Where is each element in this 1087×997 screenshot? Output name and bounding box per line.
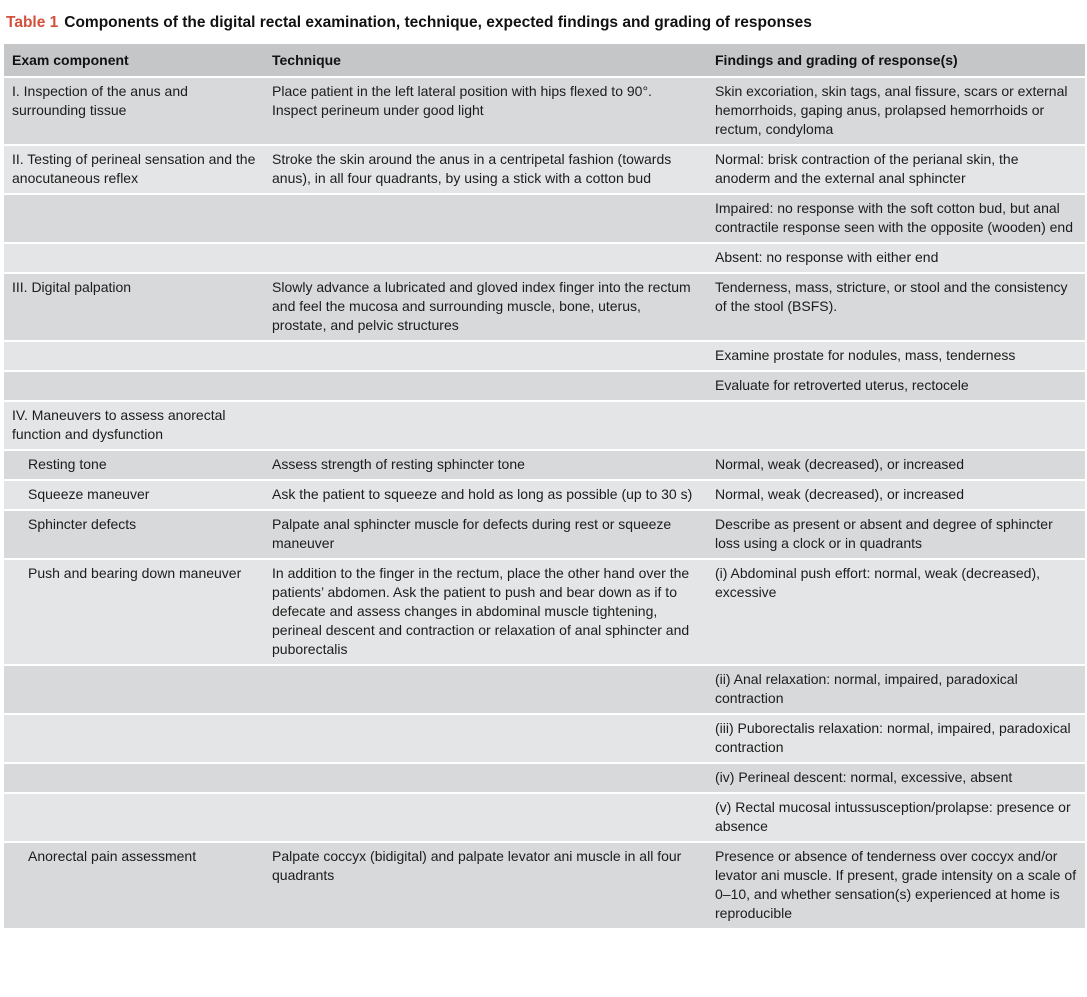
cell-technique: Stroke the skin around the anus in a centripetal fashion (towards anus), in all four quadrants, by using a stick with a cotton bud — [264, 146, 707, 193]
cell-technique: Palpate coccyx (bidigital) and palpate levator ani muscle in all four quadrants — [264, 843, 707, 928]
cell-findings: Examine prostate for nodules, mass, tenderness — [707, 342, 1085, 370]
table-row — [4, 195, 1085, 242]
cell-findings: Tenderness, mass, stricture, or stool and the consistency of the stool (BSFS). — [707, 274, 1085, 340]
table-row — [4, 715, 1085, 762]
cell-findings: Presence or absence of tenderness over coccyx and/or levator ani muscle. If present, grade intensity on a scale of 0–10, and whether sensation(s) experienced at home is reproducible — [707, 843, 1085, 928]
table-row — [4, 843, 1085, 928]
dre-components-table — [4, 42, 1085, 930]
cell-findings: Evaluate for retroverted uterus, rectocele — [707, 372, 1085, 400]
table-row — [4, 372, 1085, 400]
table-row — [4, 244, 1085, 272]
cell-technique: Place patient in the left lateral position with hips flexed to 90°. Inspect perineum under good light — [264, 78, 707, 144]
cell-technique — [264, 402, 707, 449]
cell-technique — [264, 715, 707, 762]
cell-findings: (v) Rectal mucosal intussusception/prolapse: presence or absence — [707, 794, 1085, 841]
table-body — [4, 78, 1085, 928]
cell-technique: Palpate anal sphincter muscle for defects during rest or squeeze maneuver — [264, 511, 707, 558]
cell-findings: Absent: no response with either end — [707, 244, 1085, 272]
cell-findings — [707, 402, 1085, 449]
table-header — [4, 44, 1085, 76]
header-findings: Findings and grading of response(s) — [707, 44, 1085, 76]
cell-technique — [264, 372, 707, 400]
table-row — [4, 274, 1085, 340]
cell-exam-component: Squeeze maneuver — [4, 481, 264, 509]
cell-technique: Assess strength of resting sphincter tone — [264, 451, 707, 479]
table-row — [4, 146, 1085, 193]
cell-technique — [264, 244, 707, 272]
cell-findings: Skin excoriation, skin tags, anal fissure, scars or external hemorrhoids, gaping anus, prolapsed hemorrhoids or rectum, condyloma — [707, 78, 1085, 144]
table-number: Table 1 — [6, 14, 59, 31]
header-exam-component: Exam component — [4, 44, 264, 76]
cell-technique — [264, 195, 707, 242]
table-row — [4, 451, 1085, 479]
table-title: Components of the digital rectal examination, technique, expected findings and grading of responses — [64, 14, 812, 31]
cell-technique — [264, 794, 707, 841]
cell-findings: Describe as present or absent and degree of sphincter loss using a clock or in quadrants — [707, 511, 1085, 558]
cell-exam-component — [4, 195, 264, 242]
cell-exam-component: II. Testing of perineal sensation and the anocutaneous reflex — [4, 146, 264, 193]
cell-technique: Ask the patient to squeeze and hold as long as possible (up to 30 s) — [264, 481, 707, 509]
table-row — [4, 511, 1085, 558]
cell-findings: (iii) Puborectalis relaxation: normal, impaired, paradoxical contraction — [707, 715, 1085, 762]
cell-exam-component: I. Inspection of the anus and surrounding tissue — [4, 78, 264, 144]
table-row — [4, 560, 1085, 664]
cell-technique — [264, 342, 707, 370]
cell-exam-component — [4, 794, 264, 841]
cell-findings: (i) Abdominal push effort: normal, weak (decreased), excessive — [707, 560, 1085, 664]
table-caption — [6, 14, 812, 32]
table-row — [4, 481, 1085, 509]
cell-technique: Slowly advance a lubricated and gloved index finger into the rectum and feel the mucosa and surrounding muscle, bone, uterus, prostate, and pelvic structures — [264, 274, 707, 340]
cell-technique — [264, 764, 707, 792]
cell-exam-component — [4, 372, 264, 400]
table-row — [4, 342, 1085, 370]
cell-technique: In addition to the finger in the rectum, place the other hand over the patients’ abdomen. Ask the patient to push and bear down as if to defecate and assess changes in abdominal muscle tightening, perineal descent and contraction or relaxation of anal sphincter and puborectalis — [264, 560, 707, 664]
header-row — [4, 44, 1085, 76]
cell-findings: Impaired: no response with the soft cotton bud, but anal contractile response seen with the opposite (wooden) end — [707, 195, 1085, 242]
cell-findings: (ii) Anal relaxation: normal, impaired, paradoxical contraction — [707, 666, 1085, 713]
table-row — [4, 402, 1085, 449]
cell-exam-component: IV. Maneuvers to assess anorectal function and dysfunction — [4, 402, 264, 449]
cell-findings: Normal: brisk contraction of the perianal skin, the anoderm and the external anal sphincter — [707, 146, 1085, 193]
cell-exam-component: Push and bearing down maneuver — [4, 560, 264, 664]
cell-exam-component — [4, 244, 264, 272]
cell-exam-component: Sphincter defects — [4, 511, 264, 558]
cell-exam-component: Anorectal pain assessment — [4, 843, 264, 928]
table-row — [4, 794, 1085, 841]
cell-exam-component — [4, 715, 264, 762]
table-row — [4, 666, 1085, 713]
cell-exam-component — [4, 666, 264, 713]
cell-technique — [264, 666, 707, 713]
cell-exam-component: III. Digital palpation — [4, 274, 264, 340]
cell-exam-component — [4, 342, 264, 370]
cell-exam-component — [4, 764, 264, 792]
cell-findings: Normal, weak (decreased), or increased — [707, 481, 1085, 509]
cell-findings: (iv) Perineal descent: normal, excessive, absent — [707, 764, 1085, 792]
table-row — [4, 764, 1085, 792]
header-technique: Technique — [264, 44, 707, 76]
table-row — [4, 78, 1085, 144]
cell-findings: Normal, weak (decreased), or increased — [707, 451, 1085, 479]
cell-exam-component: Resting tone — [4, 451, 264, 479]
